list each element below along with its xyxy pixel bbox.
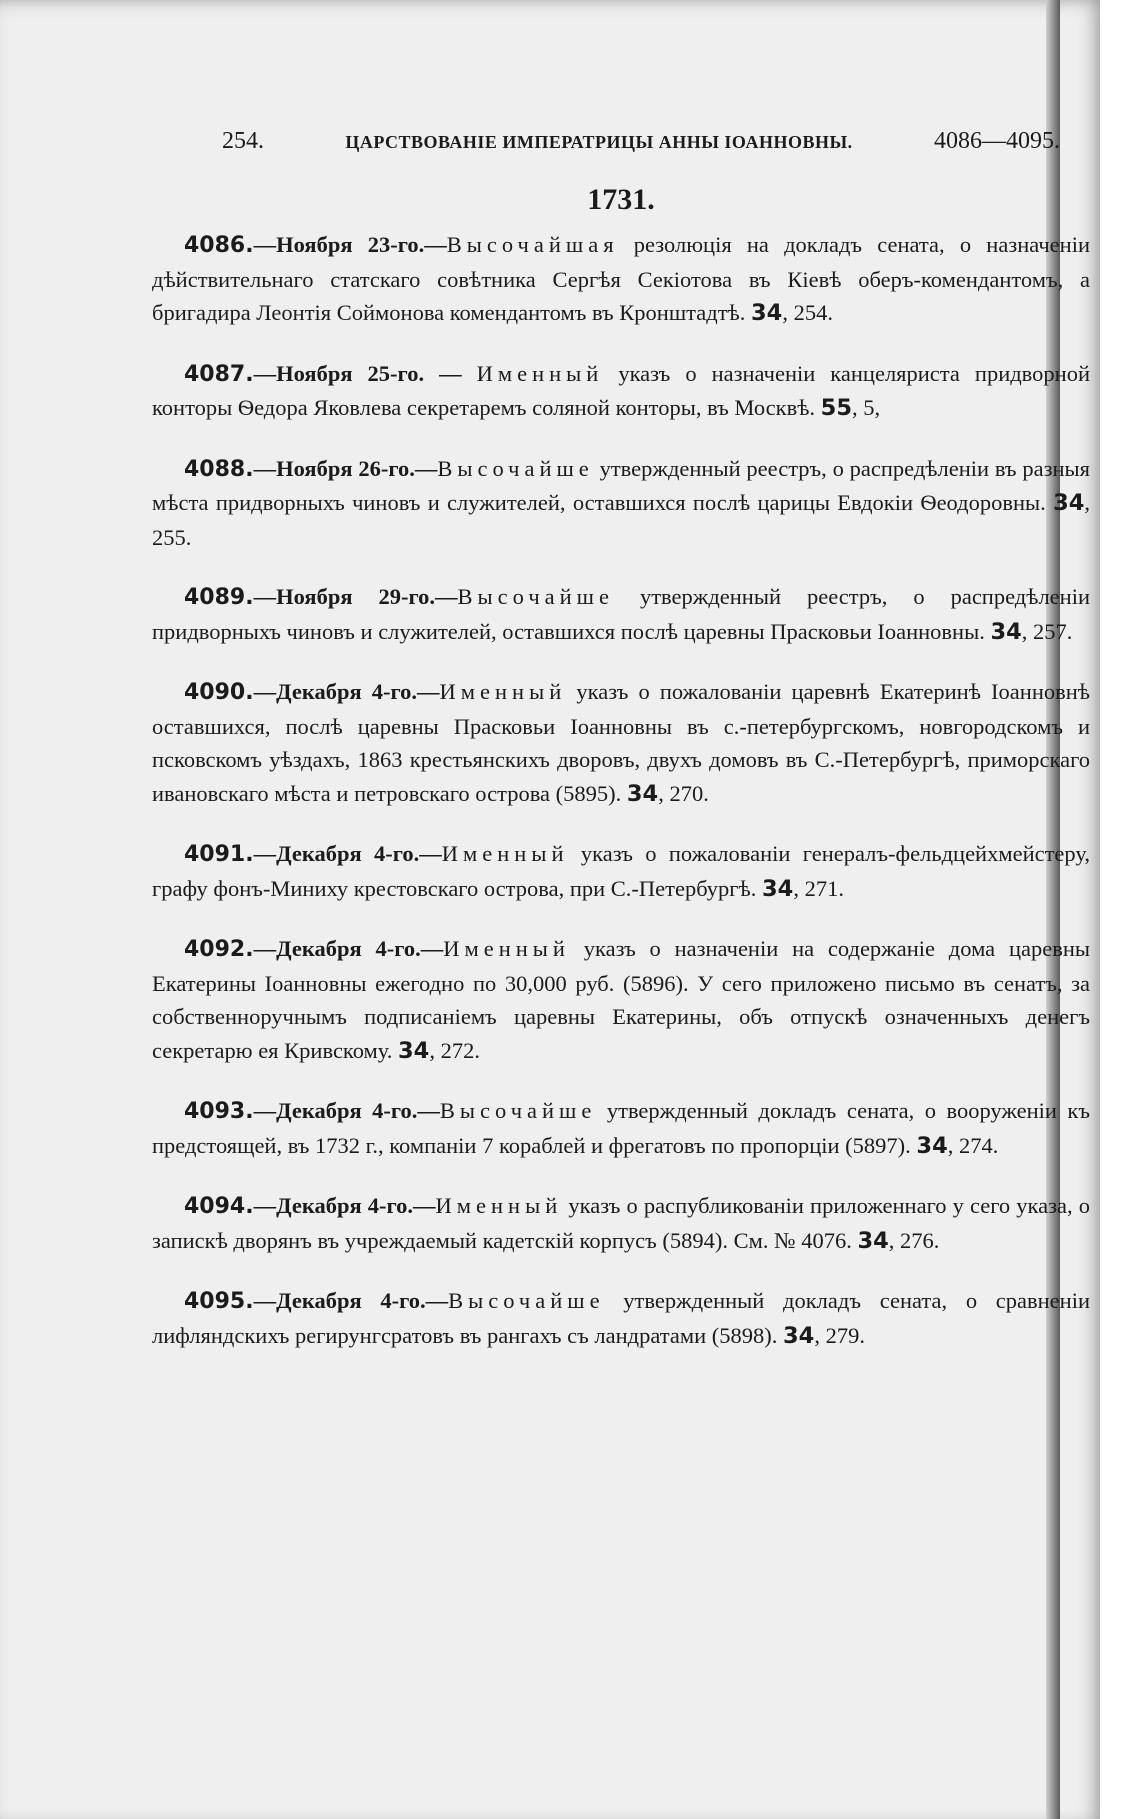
entry-volume: 34 (398, 1037, 430, 1064)
entry-kind: Именный (435, 1193, 563, 1218)
entry-volume: 34 (783, 1322, 815, 1349)
entry-kind: Высочайше (437, 455, 594, 481)
entry-kind: Именный (476, 360, 604, 386)
page-number: 254. (222, 128, 264, 154)
entry-number: 4088. (184, 456, 254, 482)
entry-volume: 34 (990, 618, 1022, 645)
entry-date: —Декабря 4-го.— (253, 936, 444, 961)
entry-kind: Высочайшая (446, 232, 619, 257)
entry-page: , 270. (658, 780, 709, 806)
entry-page: , 271. (793, 875, 844, 901)
entry-date: —Декабря 4-го.— (253, 679, 440, 704)
entry-date: —Декабря 4-го.— (253, 841, 442, 866)
entry-volume: 34 (916, 1132, 948, 1159)
entry-text: указъ о распубликованіи приложеннаго у сего указа, о запискѣ дворянъ въ учреждаемый кадетскій корпусъ (5894). См. № 4076. (152, 1193, 1090, 1253)
entry-text: утвержденный докладъ сената, о сравненіи лифляндскихъ регирунгсратовъ въ рангахъ съ ландратами (5898). (152, 1288, 1090, 1348)
entry-number: 4092. (184, 937, 254, 962)
entry (152, 1094, 1090, 1163)
entry-kind: Высочайше (439, 1098, 597, 1123)
running-title: ЦАРСТВОВАНІЕ ИМПЕРАТРИЦЫ АННЫ ІОАННОВНЫ. (345, 132, 853, 152)
entry (152, 452, 1090, 555)
entry-number: 4093. (184, 1099, 254, 1124)
entry-text: утвержденный реестръ, о распредѣленіи придворныхъ чиновъ и служителей, оставшихся послѣ царевны Прасковьи Іоанновны. (152, 584, 1090, 644)
entry (152, 1284, 1090, 1353)
entry-kind: Высочайше (448, 1288, 605, 1313)
entry-text: указъ о пожалованіи генералъ-фельдцейхмейстеру, графу фонъ-Миниху крестовскаго острова, при С.-Петербургѣ. (152, 841, 1090, 901)
entry-volume: 34 (751, 300, 783, 326)
entry (152, 1189, 1090, 1258)
entry-number: 4095. (184, 1289, 254, 1314)
entry-number: 4089. (184, 585, 254, 610)
entry-date: —Ноября 29-го.— (253, 584, 458, 609)
entry-date: —Ноября 23-го.— (253, 232, 447, 257)
entry-volume: 34 (1053, 490, 1085, 516)
entry-text: утвержденный докладъ сената, о вооруженіи къ предстоящей, въ 1732 г., компаніи 7 кораблей и фрегатовъ по пропорціи (5897). (152, 1098, 1090, 1158)
entry-kind: Именный (439, 679, 567, 704)
entry-date: —Декабря 4-го.— (253, 1098, 440, 1123)
entry-page: , 279. (814, 1322, 865, 1348)
entry-page: , 274. (947, 1132, 999, 1158)
entry (152, 357, 1090, 426)
entry-number: 4087. (184, 361, 254, 387)
entry-volume: 55 (820, 395, 852, 421)
entry-date: —Декабря 4-го.— (253, 1288, 449, 1313)
entry-date: —Декабря 4-го.— (253, 1193, 436, 1218)
entry-number: 4086. (184, 233, 254, 258)
entry-kind: Высочайше (457, 584, 614, 609)
entry-page: , 257. (1021, 618, 1073, 644)
entry (152, 932, 1090, 1068)
entry-number: 4091. (184, 842, 254, 867)
entry-page: , 272. (429, 1037, 480, 1063)
entry (152, 675, 1090, 811)
entry-page: , 5, (851, 395, 881, 420)
entry-text: указъ о назначеніи канцеляриста придворной конторы Ѳедора Яковлева секретаремъ соляной конторы, въ Москвѣ. (152, 360, 1090, 420)
entry-date: —Ноября 26-го.— (253, 455, 438, 481)
entry-page: , 254. (782, 300, 833, 325)
year-heading: 1731. (587, 183, 655, 216)
entry-text: указъ о пожалованіи царевнѣ Екатеринѣ Іоанновнѣ оставшихся, послѣ царевны Прасковьи Іоанновны въ с.-петербургскомъ, новгородскомъ и псковскомъ уѣздахъ, 1863 крестьянскихъ дворовъ, двухъ домовъ въ С.-Петербургѣ, приморскаго ивановскаго мѣста и петровскаго острова (5895). (152, 679, 1090, 806)
entry-number: 4090. (184, 680, 254, 705)
entry-date: —Ноября 25-го. — (253, 360, 477, 386)
entry (152, 580, 1090, 649)
entry-text: резолюція на докладъ сената, о назначеніи дѣйствительнаго статскаго совѣтника Сергѣя Секіотова въ Кіевѣ оберъ-комендантомъ, а бригадира Леонтія Соймонова комендантомъ въ Кронштадтѣ. (152, 232, 1090, 325)
entry-kind: Именный (443, 936, 570, 961)
entry-page: , 255. (152, 490, 1091, 550)
entry-page: , 276. (888, 1227, 940, 1253)
text-area (152, 128, 1090, 1379)
entry-volume: 34 (626, 780, 659, 807)
entry-number: 4094. (184, 1194, 254, 1219)
entry-text: указъ о назначеніи на содержаніе дома царевны Екатерины Іоанновны ежегодно по 30,000 руб. (5896). У сего приложено письмо въ сенатъ, за собственноручнымъ подписаніемъ царевны Екатерины, объ отпускѣ означенныхъ денегъ секретарю ея Кривскому. (152, 936, 1090, 1063)
entry-volume: 34 (857, 1227, 889, 1254)
entry-range: 4086—4095. (934, 128, 1060, 154)
running-head (152, 128, 1090, 172)
entry-volume: 34 (762, 875, 794, 902)
entry (152, 837, 1090, 906)
entry-kind: Именный (441, 841, 569, 866)
entry-text: утвержденный реестръ, о распредѣленіи въ разныя мѣста придворныхъ чиновъ и служителей, оставшихся послѣ царицы Евдокіи Ѳеодоровны. (152, 455, 1090, 515)
entry (152, 228, 1090, 331)
